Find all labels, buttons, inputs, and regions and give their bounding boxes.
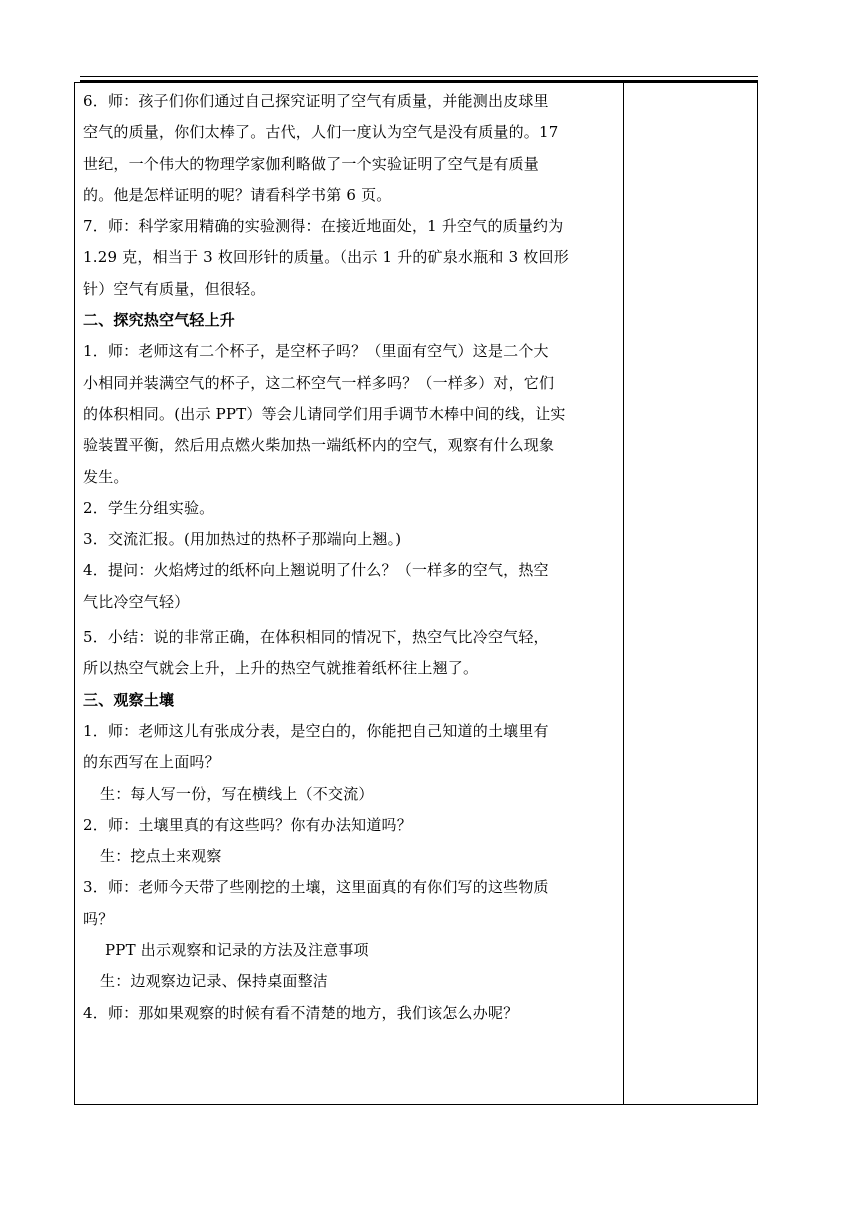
paragraph-line: 气比冷空气轻） [83, 592, 190, 611]
paragraph-line: 3．师：老师今天带了些刚挖的土壤，这里面真的有你们写的这些物质 [83, 878, 549, 897]
paragraph-line: 发生。 [83, 467, 129, 486]
paragraph-line: 1.29 克，相当于 3 枚回形针的质量。（出示 1 升的矿泉水瓶和 3 枚回形 [83, 248, 569, 267]
lesson-content-cell [83, 86, 618, 1029]
paragraph-line: 3．交流汇报。(用加热过的热杯子那端向上翘。) [83, 530, 402, 549]
header-rule [80, 76, 758, 77]
paragraph-line: 的体积相同。(出示 PPT）等会儿请同学们用手调节木棒中间的线，让实 [83, 404, 566, 423]
paragraph-line: 1．师：老师这有二个杯子，是空杯子吗？（里面有空气）这是二个大 [83, 342, 549, 361]
paragraph-line: 针）空气有质量，但很轻。 [83, 279, 266, 298]
paragraph-line: 2．学生分组实验。 [83, 498, 215, 517]
paragraph-line: 2．师：土壤里真的有这些吗？你有办法知道吗？ [83, 815, 412, 834]
paragraph-line: 吗？ [83, 909, 114, 928]
student-response-line: 生：每人写一份，写在横线上（不交流） [100, 784, 374, 803]
paragraph-line: 的东西写在上面吗？ [83, 753, 220, 772]
paragraph-line: 7．师：科学家用精确的实验测得：在接近地面处，1 升空气的质量约为 [83, 217, 564, 236]
paragraph-line: 5．小结：说的非常正确，在体积相同的情况下，热空气比冷空气轻， [83, 628, 549, 647]
student-response-line: 生：边观察边记录、保持桌面整洁 [100, 972, 329, 991]
paragraph-line: 6．师：孩子们你们通过自己探究证明了空气有质量，并能测出皮球里 [83, 92, 549, 110]
paragraph-line: 空气的质量，你们太棒了。古代，人们一度认为空气是没有质量的。17 [83, 123, 559, 142]
paragraph-line: 世纪，一个伟大的物理学家伽利略做了一个实验证明了空气是有质量 [83, 154, 540, 173]
paragraph-line: 验装置平衡，然后用点燃火柴加热一端纸杯内的空气，观察有什么现象 [83, 436, 555, 455]
ppt-note-line: PPT 出示观察和记录的方法及注意事项 [105, 941, 369, 960]
table-column-divider [623, 82, 624, 1105]
section-heading: 二、探究热空气轻上升 [83, 311, 236, 330]
paragraph-line: 所以热空气就会上升，上升的热空气就推着纸杯往上翘了。 [83, 659, 479, 678]
paragraph-line: 4．提问：火焰烤过的纸杯向上翘说明了什么？（一样多的空气，热空 [83, 561, 549, 580]
section-heading: 三、观察土壤 [83, 690, 175, 709]
student-response-line: 生：挖点土来观察 [100, 847, 222, 866]
paragraph-line: 的。他是怎样证明的呢？请看科学书第 6 页。 [83, 185, 392, 204]
paragraph-line: 1．师：老师这儿有张成分表，是空白的，你能把自己知道的土壤里有 [83, 721, 549, 740]
paragraph-line: 小相同并装满空气的杯子，这二杯空气一样多吗？（一样多）对，它们 [83, 373, 555, 392]
paragraph-line: 4．师：那如果观察的时候有看不清楚的地方，我们该怎么办呢？ [83, 1003, 519, 1022]
